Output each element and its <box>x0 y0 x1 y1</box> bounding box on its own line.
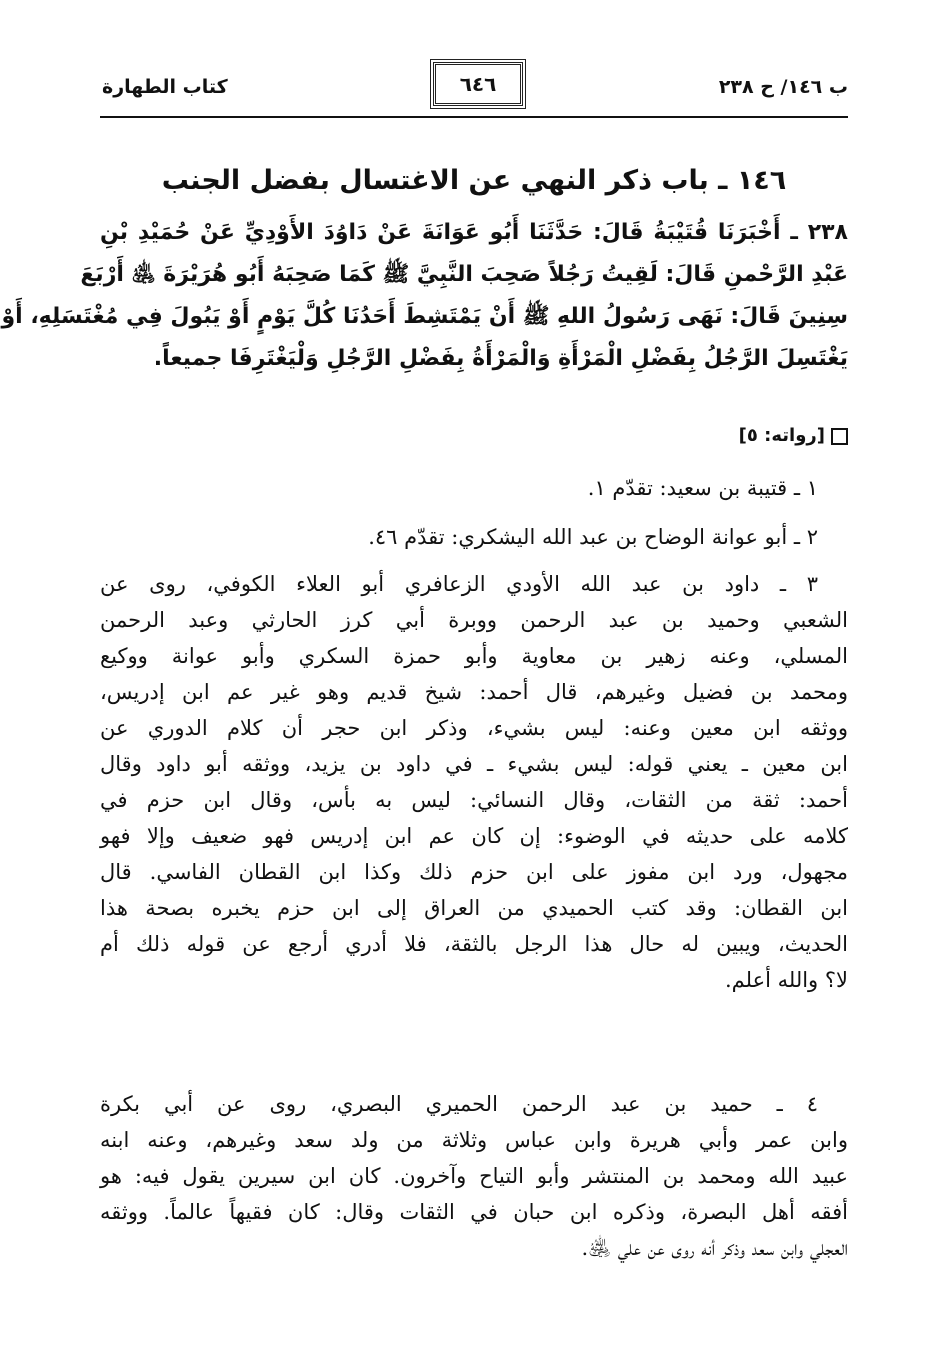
header-divider <box>100 116 848 118</box>
narrator-line: المسلي، وعنه زهير بن معاوية وأبو حمزة السكري وأبو عوانة ووكيع <box>100 644 848 668</box>
page-number: ٦٤٦ <box>433 62 523 106</box>
page-header <box>102 62 848 116</box>
narrator-line: أفقه أهل البصرة، وذكره ابن حبان في الثقات وقال: كان فقيهاً عالماً. ووثقه <box>100 1200 848 1224</box>
square-bullet-icon <box>831 428 848 445</box>
narrator-entry <box>100 1086 848 1266</box>
narrator-line: لا؟ والله أعلم. <box>724 968 848 992</box>
hadith-text <box>1 212 848 380</box>
narrator-line: وابن عمر وأبي هريرة وابن عباس وثلاثة من ولد سعد وغيرهم، وعنه ابنه <box>100 1128 848 1152</box>
narrator-entry <box>100 470 848 506</box>
hadith-line: عَبْدِ الرَّحْمنِ قَالَ: لَقِيتُ رَجُلاً صَحِبَ النَّبِيَّ ﷺ كَمَا صَحِبَهُ أَبُو هُرَيْرَةَ ﵁ أَرْبَعَ <box>80 262 848 287</box>
narrator-line: ابن القطان: وقد كتب الحميدي من العراق إلى ابن حزم يخبره بصحة هذا <box>100 896 848 920</box>
narrator-line: الشعبي وحميد بن عبد الرحمن ووبرة أبي كرز الحارثي وعبد الرحمن <box>100 608 848 632</box>
hadith-line: سِنِينَ قَالَ: نَهَى رَسُولُ اللهِ ﷺ أَنْ يَمْتَشِطَ أَحَدُنَا كُلَّ يَوْمٍ أَوْ يَبُولَ فِي مُغْتَسَلِهِ، أَوْ <box>1 304 848 329</box>
narrator-line: عبيد الله ومحمد بن المنتشر وأبو التياح وآخرون. كان ابن سيرين يقول فيه: هو <box>100 1164 848 1188</box>
narrator-line: ٤ ـ حميد بن عبد الرحمن الحميري البصري، روى عن أبي بكرة <box>100 1092 818 1116</box>
narrator-line: العجلي وابن سعد وذكر أنه روى عن علي ﵁. <box>581 1236 848 1260</box>
narrator-line: كلامه على حديثه في الوضوء: إن كان عم ابن إدريس فهو ضعيف وإلا فهو <box>100 824 848 848</box>
chapter-title: ١٤٦ ـ باب ذكر النهي عن الاغتسال بفضل الجنب <box>161 165 787 196</box>
narrator-line: ٣ ـ داود بن عبد الله الأودي الزعافري أبو العلاء الكوفي، روى عن <box>100 572 818 596</box>
section-reference: ب ١٤٦/ ح ٢٣٨ <box>718 76 848 98</box>
narrator-entry <box>100 566 848 998</box>
narrator-line: ووثقه ابن معين وعنه: ليس بشيء، وذكر ابن حجر أن كلام الدوري عن <box>100 716 848 740</box>
hadith-line: ٢٣٨ ـ أَخْبَرَنَا قُتَيْبَةُ قَالَ: حَدَّثَنَا أَبُو عَوَانَةَ عَنْ دَاوُدَ الأَوْدِيِّ عَنْ حُمَيْدِ بْنِ <box>100 220 848 245</box>
narrator-line: الحديث، ويبين له حال هذا الرجل بالثقة، فلا أدري أرجع عن قوله ذلك أم <box>100 932 848 956</box>
narrator-line: ١ ـ قتيبة بن سعيد: تقدّم ١. <box>587 476 818 500</box>
narrator-line: أحمد: ثقة من الثقات، وقال النسائي: ليس به بأس، وقال ابن حزم في <box>100 788 848 812</box>
hadith-line: يَغْتَسِلَ الرَّجُلُ بِفَضْلِ الْمَرْأَةِ وَالْمَرْأَةُ بِفَضْلِ الرَّجُلِ وَلْيَغْتَرِفَا جميعاً. <box>153 346 848 371</box>
narrator-line: ابن معين ـ يعني قوله: ليس بشيء ـ في داود بن يزيد، ووثقه أبو داود وقال <box>100 752 848 776</box>
narrator-entry <box>100 519 848 555</box>
narrator-line: ومحمد بن فضيل وغيرهم، قال أحمد: شيخ قديم وهو غير عم ابن إدريس، <box>100 680 848 704</box>
book-title: كتاب الطهارة <box>102 76 228 98</box>
narrators-heading-label: [رواته: ٥] <box>738 425 825 446</box>
narrator-line: ٢ ـ أبو عوانة الوضاح بن عبد الله اليشكري: تقدّم ٤٦. <box>368 525 818 549</box>
narrator-line: مجهول، ورد ابن مفوز على ابن حزم ذلك وكذا ابن القطان الفاسي. قال <box>100 860 848 884</box>
narrators-heading <box>739 425 848 446</box>
